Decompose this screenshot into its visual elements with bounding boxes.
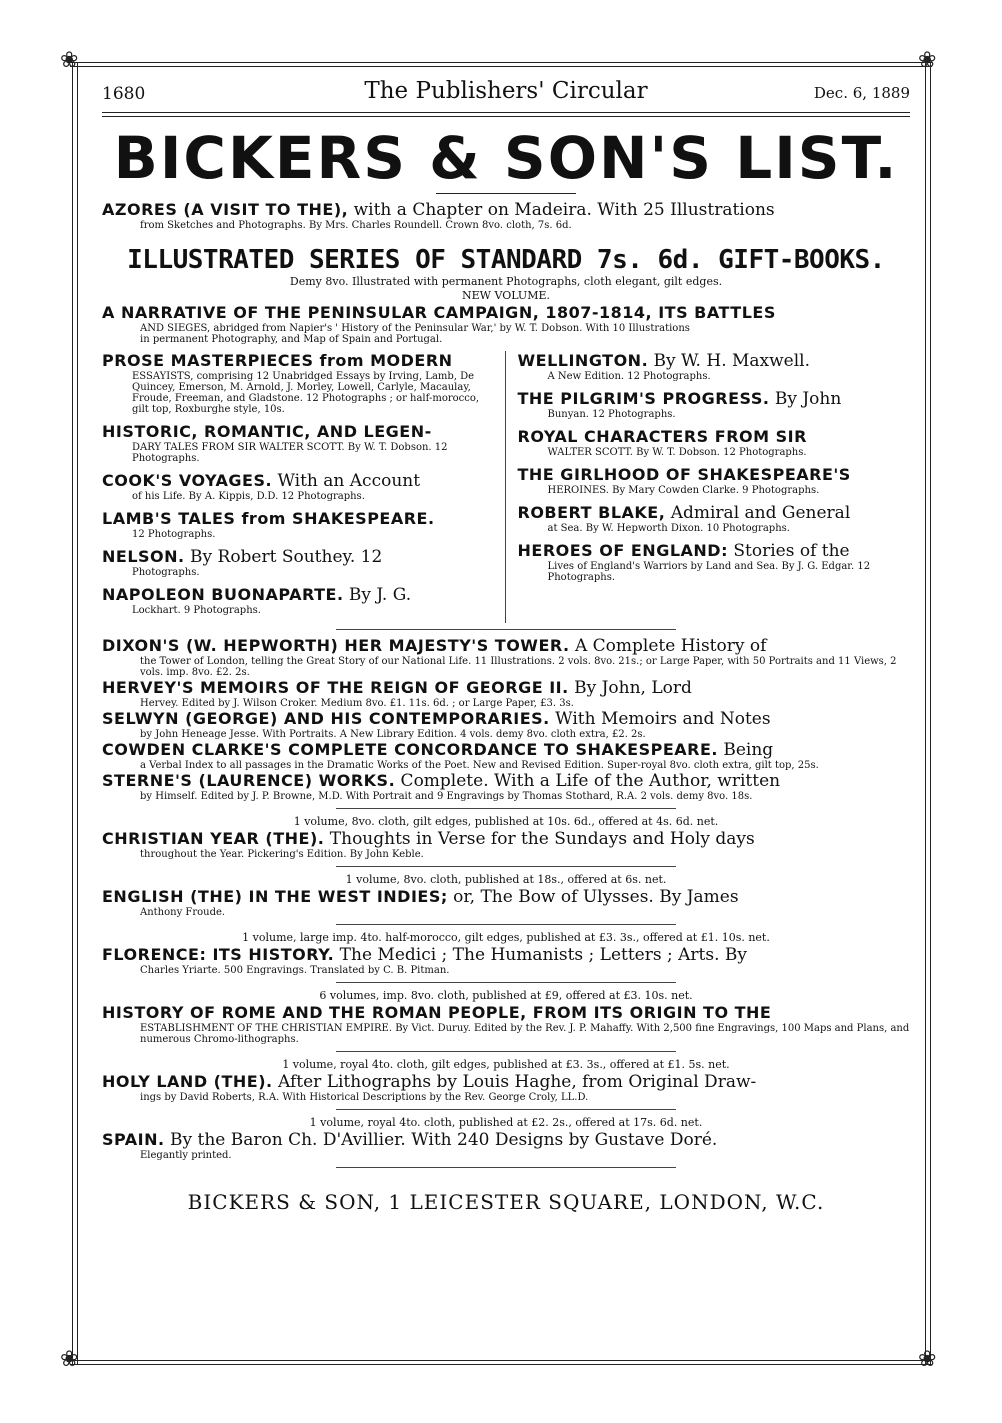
- book-entry: [102, 678, 910, 709]
- entry-sub: throughout the Year. Pickering's Edition. By John Keble.: [140, 849, 424, 860]
- entry-text: Being: [717, 740, 774, 760]
- running-header: [102, 78, 910, 112]
- frame-left-rule: [72, 62, 78, 1364]
- entry-sub: Lives of England's Warriors by Land and Sea. By J. G. Edgar. 12 Photographs.: [547, 561, 871, 583]
- corner-ornament-icon: ❀: [60, 1347, 79, 1372]
- entry-sub: DARY TALES FROM SIR WALTER SCOTT. By W. T. Dobson. 12 Photographs.: [132, 442, 448, 464]
- entry-text: The Medici ; The Humanists ; Letters ; Arts. By: [334, 945, 747, 965]
- entry-sub: Anthony Froude.: [140, 907, 226, 918]
- entry-heading: ENGLISH (THE) IN THE WEST INDIES;: [102, 887, 448, 906]
- book-entry: [102, 771, 910, 802]
- entry-heading: THE GIRLHOOD OF SHAKESPEARE'S: [517, 465, 851, 484]
- entry-heading: NELSON.: [102, 547, 185, 566]
- offer-note: 1 volume, royal 4to. cloth, published at £2. 2s., offered at 17s. 6d. net.: [309, 1116, 703, 1129]
- book-entry: [102, 709, 910, 740]
- entry-heading: STERNE'S (LAURENCE) WORKS.: [102, 771, 396, 790]
- offer-note: 1 volume, 8vo. cloth, published at 18s., offered at 6s. net.: [345, 873, 667, 886]
- entry-text: By the Baron Ch. D'Avillier. With 240 Designs by Gustave Doré.: [164, 1130, 718, 1150]
- book-entry: [102, 740, 910, 771]
- entry-sub: HEROINES. By Mary Cowden Clarke. 9 Photographs.: [547, 485, 820, 496]
- series-title: ILLUSTRATED SERIES OF STANDARD 7s. 6d. GIFT-BOOKS.: [127, 245, 885, 275]
- section-rule: [336, 924, 676, 925]
- entry-sub: A New Edition. 12 Photographs.: [547, 371, 711, 382]
- corner-ornament-icon: ❀: [60, 48, 79, 73]
- entry-heading: CHRISTIAN YEAR (THE).: [102, 829, 325, 848]
- entry-text: By John, Lord: [568, 678, 692, 698]
- entry-sub: in permanent Photography, and Map of Spain and Portugal.: [140, 334, 443, 345]
- entry-sub: Elegantly printed.: [140, 1150, 232, 1161]
- entry-sub: ESSAYISTS, comprising 12 Unabridged Essays by Irving, Lamb, De Quincey, Emerson, M. Arnold, J. Morley, Lowell, Carlyle, Macaulay, Froude, Freeman, and Gladstone. 12 Photographs ; or half-morocco, gilt top, Roxburghe style, 10s.: [132, 371, 480, 415]
- entry-sub: Photographs.: [132, 567, 200, 578]
- entry-heading: HISTORY OF ROME AND THE ROMAN PEOPLE, FROM ITS ORIGIN TO THE: [102, 1003, 772, 1022]
- entry-heading: SPAIN.: [102, 1130, 165, 1149]
- entry-sub: at Sea. By W. Hepworth Dixon. 10 Photographs.: [547, 523, 790, 534]
- entry-text: By J. G.: [343, 585, 412, 605]
- series-subtitle: Demy 8vo. Illustrated with permanent Photographs, cloth elegant, gilt edges.: [289, 275, 723, 288]
- section-rule: [336, 1051, 676, 1052]
- entry-heading: AZORES (A VISIT TO THE),: [102, 200, 349, 219]
- offer-note: 1 volume, large imp. 4to. half-morocco, gilt edges, published at £3. 3s., offered at £1. 10s. net.: [242, 931, 770, 944]
- entry-heading: HEROES OF ENGLAND:: [517, 541, 728, 560]
- page: [102, 78, 910, 1214]
- header-rule: [102, 112, 910, 113]
- entry-sub: Bunyan. 12 Photographs.: [547, 409, 676, 420]
- entry-text: With Memoirs and Notes: [549, 709, 771, 729]
- entry-sub: Charles Yriarte. 500 Engravings. Translated by C. B. Pitman.: [140, 965, 450, 976]
- frame-top-rule: [70, 62, 932, 63]
- book-entry: [102, 636, 910, 678]
- entry-sub: ings by David Roberts, R.A. With Historical Descriptions by the Rev. George Croly, LL.D.: [140, 1092, 589, 1103]
- entry-sub: ESTABLISHMENT OF THE CHRISTIAN EMPIRE. By Vict. Duruy. Edited by the Rev. J. P. Mahaffy. With 2,500 fine Engravings, 100 Maps and Plans, and numerous Chromo-lithographs.: [140, 1023, 910, 1045]
- offer-entry: [102, 1116, 910, 1161]
- intro-entry: [102, 200, 910, 231]
- entry-text: with a Chapter on Madeira. With 25 Illustrations: [348, 200, 775, 220]
- journal-title: The Publishers' Circular: [364, 78, 648, 104]
- entry-sub: Lockhart. 9 Photographs.: [132, 605, 261, 616]
- entry-sub: by Himself. Edited by J. P. Browne, M.D. With Portrait and 9 Engravings by Thomas Stothard, R.A. 2 vols. demy 8vo. 18s.: [140, 791, 753, 802]
- entry-text: Complete. With a Life of the Author, written: [395, 771, 781, 791]
- entry-sub: Hervey. Edited by J. Wilson Croker. Medium 8vo. £1. 11s. 6d. ; or Large Paper, £3. 3s.: [140, 698, 574, 709]
- entry-heading: ROBERT BLAKE,: [517, 503, 666, 522]
- offer-entry: [102, 989, 910, 1045]
- entry-sub: of his Life. By A. Kippis, D.D. 12 Photographs.: [132, 491, 365, 502]
- entry-text: Admiral and General: [665, 503, 851, 523]
- entry-text: or, The Bow of Ulysses. By James: [447, 887, 739, 907]
- entry-heading: NAPOLEON BUONAPARTE.: [102, 585, 344, 604]
- entry-heading: HOLY LAND (THE).: [102, 1072, 273, 1091]
- narrative-entry: [102, 303, 910, 345]
- entry-sub: by John Heneage Jesse. With Portraits. A New Library Edition. 4 vols. demy 8vo. cloth extra, £2. 2s.: [140, 729, 646, 740]
- section-rule: [336, 1167, 676, 1168]
- entry-heading: LAMB'S TALES from SHAKESPEARE.: [102, 509, 435, 528]
- offer-entry: [102, 1058, 910, 1103]
- publisher-address: BICKERS & SON, 1 LEICESTER SQUARE, LONDON, W.C.: [187, 1190, 825, 1214]
- entry-text: With an Account: [272, 471, 421, 491]
- entry-text: By John: [769, 389, 842, 409]
- entry-sub: WALTER SCOTT. By W. T. Dobson. 12 Photographs.: [547, 447, 807, 458]
- entry-heading: DIXON'S (W. HEPWORTH) HER MAJESTY'S TOWER.: [102, 636, 570, 655]
- offer-entry: [102, 815, 910, 860]
- frame-right-rule: [925, 62, 931, 1364]
- corner-ornament-icon: ❀: [918, 1347, 937, 1372]
- entry-sub: a Verbal Index to all passages in the Dramatic Works of the Poet. New and Revised Edition. Super-royal 8vo. cloth extra, gilt top, 25s.: [140, 760, 819, 771]
- entry-heading: HISTORIC, ROMANTIC, AND LEGEN-: [102, 422, 432, 441]
- entry-text: Stories of the: [727, 541, 850, 561]
- offer-note: 1 volume, 8vo. cloth, gilt edges, published at 10s. 6d., offered at 4s. 6d. net.: [293, 815, 719, 828]
- entry-heading: A NARRATIVE OF THE PENINSULAR CAMPAIGN, 1807-1814, ITS BATTLES: [102, 303, 776, 322]
- section-rule: [336, 808, 676, 809]
- entry-text: Thoughts in Verse for the Sundays and Holy days: [324, 829, 755, 849]
- page-title: BICKERS & SON'S LIST.: [113, 124, 899, 192]
- entry-text: A Complete History of: [569, 636, 767, 656]
- offer-note: 6 volumes, imp. 8vo. cloth, published at £9, offered at £3. 10s. net.: [319, 989, 693, 1002]
- right-column: [506, 351, 911, 623]
- section-rule: [336, 1109, 676, 1110]
- offer-entry: [102, 873, 910, 918]
- entry-sub: from Sketches and Photographs. By Mrs. Charles Roundell. Crown 8vo. cloth, 7s. 6d.: [140, 220, 572, 231]
- entry-sub: AND SIEGES, abridged from Napier's ' History of the Peninsular War,' by W. T. Dobson. With 10 Illustrations: [140, 323, 690, 334]
- corner-ornament-icon: ❀: [918, 48, 937, 73]
- entry-text: By Robert Southey. 12: [184, 547, 383, 567]
- new-volume-label: NEW VOLUME.: [462, 289, 550, 302]
- title-rule: [436, 193, 576, 194]
- entry-heading: THE PILGRIM'S PROGRESS.: [517, 389, 770, 408]
- frame-bottom-rule: [70, 1360, 932, 1361]
- entry-heading: ROYAL CHARACTERS FROM SIR: [517, 427, 807, 446]
- issue-date: Dec. 6, 1889: [813, 84, 910, 102]
- section-rule: [336, 866, 676, 867]
- entry-heading: WELLINGTON.: [517, 351, 649, 370]
- entry-sub: the Tower of London, telling the Great Story of our National Life. 11 Illustrations. 2 vols. 8vo. 21s.; or Large Paper, with 50 Portraits and 11 Views, 2 vols. imp. 8vo. £2. 2s.: [140, 656, 897, 678]
- page-number: 1680: [102, 84, 146, 104]
- entry-heading: COOK'S VOYAGES.: [102, 471, 273, 490]
- entry-heading: COWDEN CLARKE'S COMPLETE CONCORDANCE TO SHAKESPEARE.: [102, 740, 718, 759]
- left-column: [102, 351, 506, 623]
- entry-heading: FLORENCE: ITS HISTORY.: [102, 945, 335, 964]
- section-rule: [336, 982, 676, 983]
- section-rule: [336, 629, 676, 630]
- two-column-list: [102, 351, 910, 623]
- offer-entry: [102, 931, 910, 976]
- entry-heading: SELWYN (GEORGE) AND HIS CONTEMPORARIES.: [102, 709, 550, 728]
- entry-text: After Lithographs by Louis Haghe, from Original Draw-: [272, 1072, 757, 1092]
- entry-heading: PROSE MASTERPIECES from MODERN: [102, 351, 453, 370]
- offer-note: 1 volume, royal 4to. cloth, gilt edges, published at £3. 3s., offered at £1. 5s. net.: [282, 1058, 730, 1071]
- entry-text: By W. H. Maxwell.: [648, 351, 811, 371]
- entry-sub: 12 Photographs.: [132, 529, 216, 540]
- entry-heading: HERVEY'S MEMOIRS OF THE REIGN OF GEORGE II.: [102, 678, 569, 697]
